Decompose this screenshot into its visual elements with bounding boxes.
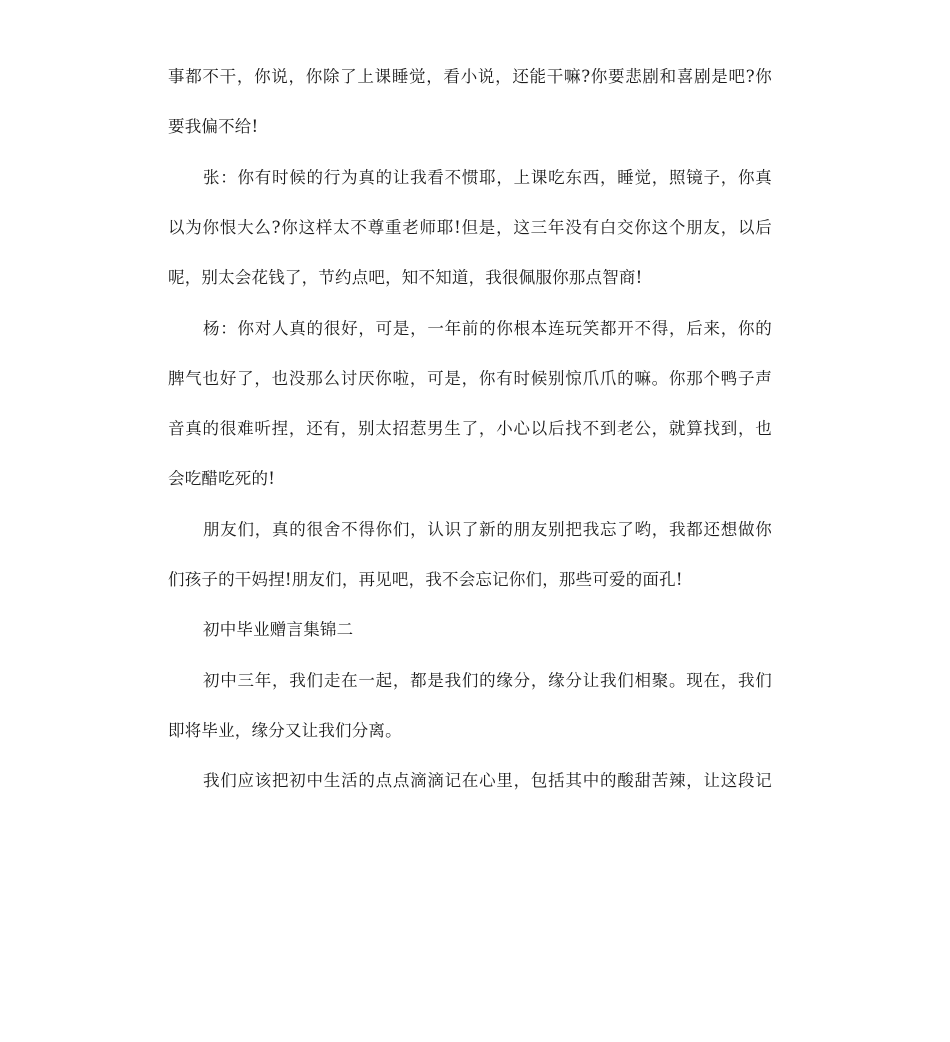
- text-line-15: 我们应该把初中生活的点点滴滴记在心里，包括其中的酸甜苦辣，让这段记: [203, 771, 772, 790]
- text-line-5: 呢，别太会花钱了，节约点吧，知不知道，我很佩服你那点智商!: [168, 268, 643, 287]
- text-line-7: 脾气也好了，也没那么讨厌你啦，可是，你有时候别惊爪爪的嘛。你那个鸭子声: [168, 369, 772, 388]
- text-line-9: 会吃醋吃死的!: [168, 469, 276, 488]
- section-heading: 初中毕业赠言集锦二: [203, 620, 354, 639]
- text-line-13: 初中三年，我们走在一起，都是我们的缘分，缘分让我们相聚。现在，我们: [203, 671, 772, 690]
- text-line-11: 们孩子的干妈捏!朋友们，再见吧，我不会忘记你们，那些可爱的面孔!: [168, 570, 683, 589]
- text-line-14: 即将毕业，缘分又让我们分离。: [168, 721, 402, 740]
- text-line-4: 以为你恨大么?你这样太不尊重老师耶!但是，这三年没有白交你这个朋友，以后: [168, 218, 772, 237]
- text-line-10: 朋友们，真的很舍不得你们，认识了新的朋友别把我忘了哟，我都还想做你: [203, 520, 772, 539]
- text-line-6: 杨：你对人真的很好，可是，一年前的你根本连玩笑都开不得，后来，你的: [203, 319, 772, 338]
- text-line-1: 事都不干，你说，你除了上课睡觉，看小说，还能干嘛?你要悲剧和喜剧是吧?你: [168, 67, 772, 86]
- text-line-2: 要我偏不给!: [168, 117, 259, 136]
- text-line-3: 张：你有时候的行为真的让我看不惯耶，上课吃东西，睡觉，照镜子，你真: [203, 168, 772, 187]
- text-line-8: 音真的很难听捏，还有，别太招惹男生了，小心以后找不到老公，就算找到，也: [168, 419, 772, 438]
